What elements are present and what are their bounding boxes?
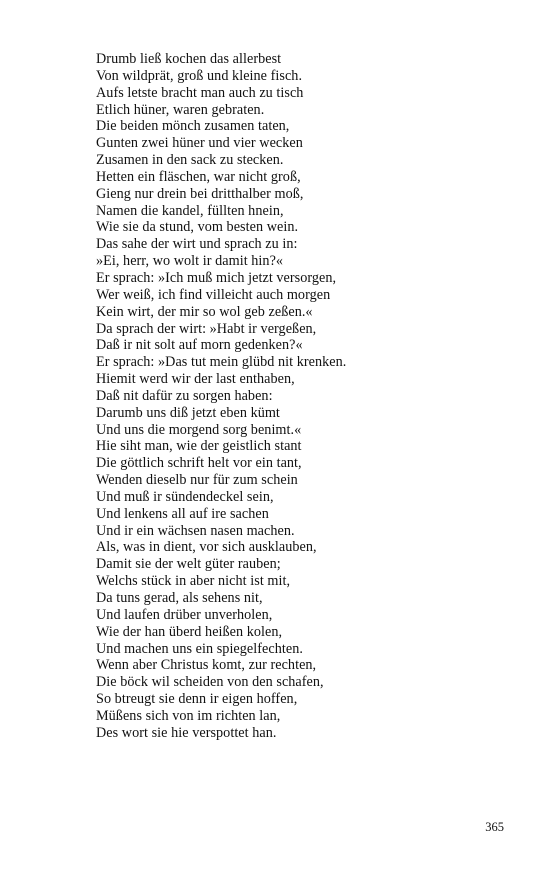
poem-line: Er sprach: »Ich muß mich jetzt versorgen, [96, 269, 337, 286]
poem-line: Welchs stück in aber nicht ist mit, [96, 573, 291, 590]
poem-line: Und lenkens all auf ire sachen [96, 505, 269, 522]
poem-line: Und laufen drüber unverholen, [96, 606, 273, 623]
poem-line: Des wort sie hie verspottet han. [96, 724, 277, 741]
poem-line: Er sprach: »Das tut mein glübd nit krenken. [96, 354, 347, 371]
poem-line: Aufs letste bracht man auch zu tisch [96, 84, 304, 101]
poem-line: Wer weiß, ich find villeicht auch morgen [96, 286, 331, 303]
poem-line: Und ir ein wächsen nasen machen. [96, 522, 295, 539]
poem-line: Wenden dieselb nur für zum schein [96, 472, 298, 489]
poem-line: Etlich hüner, waren gebraten. [96, 101, 265, 118]
poem-line: Die böck wil scheiden von den schafen, [96, 674, 324, 691]
poem-line: Namen die kandel, füllten hnein, [96, 202, 284, 219]
poem-line: So btreugt sie denn ir eigen hoffen, [96, 691, 298, 708]
poem-line: Von wildprät, groß und kleine fisch. [96, 67, 303, 84]
poem-line: Hiemit werd wir der last enthaben, [96, 371, 295, 388]
poem-text [96, 51, 496, 742]
poem-line: Gieng nur drein bei dritthalber moß, [96, 185, 304, 202]
poem-line: Hetten ein fläschen, war nicht groß, [96, 168, 301, 185]
poem-line: Und uns die morgend sorg benimt.« [96, 421, 302, 438]
poem-line: Und machen uns ein spiegelfechten. [96, 640, 303, 657]
poem-line: Wie der han überd heißen kolen, [96, 623, 283, 640]
poem-line: Müßens sich von im richten lan, [96, 707, 281, 724]
page-number: 365 [485, 820, 504, 834]
poem-line: Drumb ließ kochen das allerbest [96, 51, 282, 67]
poem-line: Darumb uns diß jetzt eben kümt [96, 404, 280, 421]
poem-line: Da sprach der wirt: »Habt ir vergeßen, [96, 320, 317, 337]
poem-line: Und muß ir sündendeckel sein, [96, 488, 274, 505]
poem-line: Das sahe der wirt und sprach zu in: [96, 236, 298, 253]
poem-line: Hie siht man, wie der geistlich stant [96, 438, 302, 455]
poem-line: Daß nit dafür zu sorgen haben: [96, 387, 273, 404]
poem-line: Kein wirt, der mir so wol geb zeßen.« [96, 303, 313, 320]
poem-line: Zusamen in den sack zu stecken. [96, 152, 284, 169]
poem-line: Die göttlich schrift helt vor ein tant, [96, 455, 302, 472]
poem-line: Wie sie da stund, vom besten wein. [96, 219, 299, 236]
poem-line: Damit sie der welt güter rauben; [96, 556, 281, 573]
poem-line: Wenn aber Christus komt, zur rechten, [96, 657, 317, 674]
poem-line: »Ei, herr, wo wolt ir damit hin?« [96, 253, 284, 270]
poem-line: Da tuns gerad, als sehens nit, [96, 590, 263, 606]
poem-line: Gunten zwei hüner und vier wecken [96, 135, 303, 152]
poem-line: Daß ir nit solt auf morn gedenken?« [96, 337, 303, 354]
poem-line: Die beiden mönch zusamen taten, [96, 118, 290, 135]
poem-line: Als, was in dient, vor sich ausklauben, [96, 539, 317, 556]
